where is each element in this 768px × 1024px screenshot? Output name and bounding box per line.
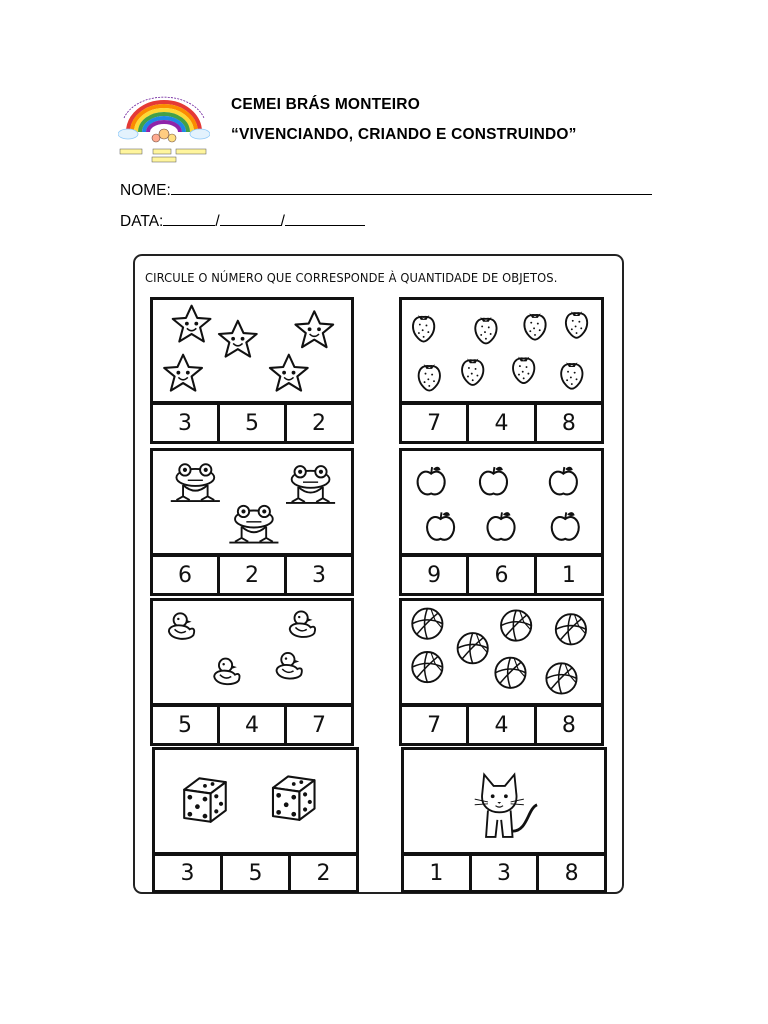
strawberry-icon [402,300,601,401]
answer-option[interactable]: 4 [466,405,533,441]
answer-option[interactable]: 4 [217,707,284,743]
answer-option[interactable]: 5 [220,856,288,890]
answer-option[interactable]: 3 [180,860,195,886]
picture-box-strawberries [399,297,604,404]
date-field[interactable] [120,211,365,231]
instruction: CIRCULE O NÚMERO QUE CORRESPONDE À QUANTIDADE DE OBJETOS. [145,270,558,285]
date-separator: / [280,213,285,230]
answer-option[interactable]: 1 [534,557,601,593]
answer-row [399,704,604,746]
picture-box-ducks [150,598,354,706]
answer-option[interactable]: 3 [469,856,537,890]
picture-box-apples [399,448,604,556]
answer-option[interactable]: 7 [284,707,351,743]
answer-option[interactable]: 2 [288,856,356,890]
date-year-line[interactable] [285,211,365,226]
answer-row [152,853,359,893]
answer-row [150,704,354,746]
answer-option[interactable]: 8 [534,707,601,743]
answer-option[interactable]: 6 [178,562,192,588]
answer-option[interactable]: 3 [284,557,351,593]
answer-row [150,554,354,596]
school-logo [118,94,210,166]
school-name: CEMEI BRÁS MONTEIRO [231,96,420,113]
answer-option[interactable]: 2 [284,405,351,441]
ball-icon [402,601,601,703]
date-label: DATA: [120,213,164,230]
answer-row [399,554,604,596]
date-separator: / [215,213,220,230]
date-month-line[interactable] [220,211,281,226]
answer-option[interactable]: 4 [466,707,533,743]
answer-row [401,853,607,893]
apple-icon [402,451,601,553]
answer-option[interactable]: 6 [466,557,533,593]
answer-option[interactable]: 9 [427,562,442,588]
answer-option[interactable]: 8 [534,405,601,441]
picture-box-stars [150,297,354,404]
name-line[interactable] [171,180,652,195]
answer-option[interactable]: 7 [427,410,442,436]
picture-box-balls [399,598,604,706]
school-motto: “VIVENCIANDO, CRIANDO E CONSTRUINDO” [231,126,577,143]
answer-row [399,402,604,444]
picture-box-cat [401,747,607,855]
answer-option[interactable]: 5 [178,712,192,738]
answer-option[interactable]: 1 [429,860,444,886]
answer-option[interactable]: 2 [217,557,284,593]
answer-row [150,402,354,444]
name-field[interactable] [120,180,652,200]
answer-option[interactable]: 8 [536,856,604,890]
answer-option[interactable]: 5 [217,405,284,441]
dice-icon [155,750,356,852]
picture-box-dice [152,747,359,855]
answer-option[interactable]: 7 [427,712,442,738]
name-label: NOME: [120,182,171,199]
duck-icon [153,601,351,703]
picture-box-frogs [150,448,354,556]
answer-option[interactable]: 3 [178,410,192,436]
cat-icon [404,750,604,852]
date-day-line[interactable] [163,211,215,226]
frog-icon [153,451,351,553]
star-icon [153,300,351,401]
